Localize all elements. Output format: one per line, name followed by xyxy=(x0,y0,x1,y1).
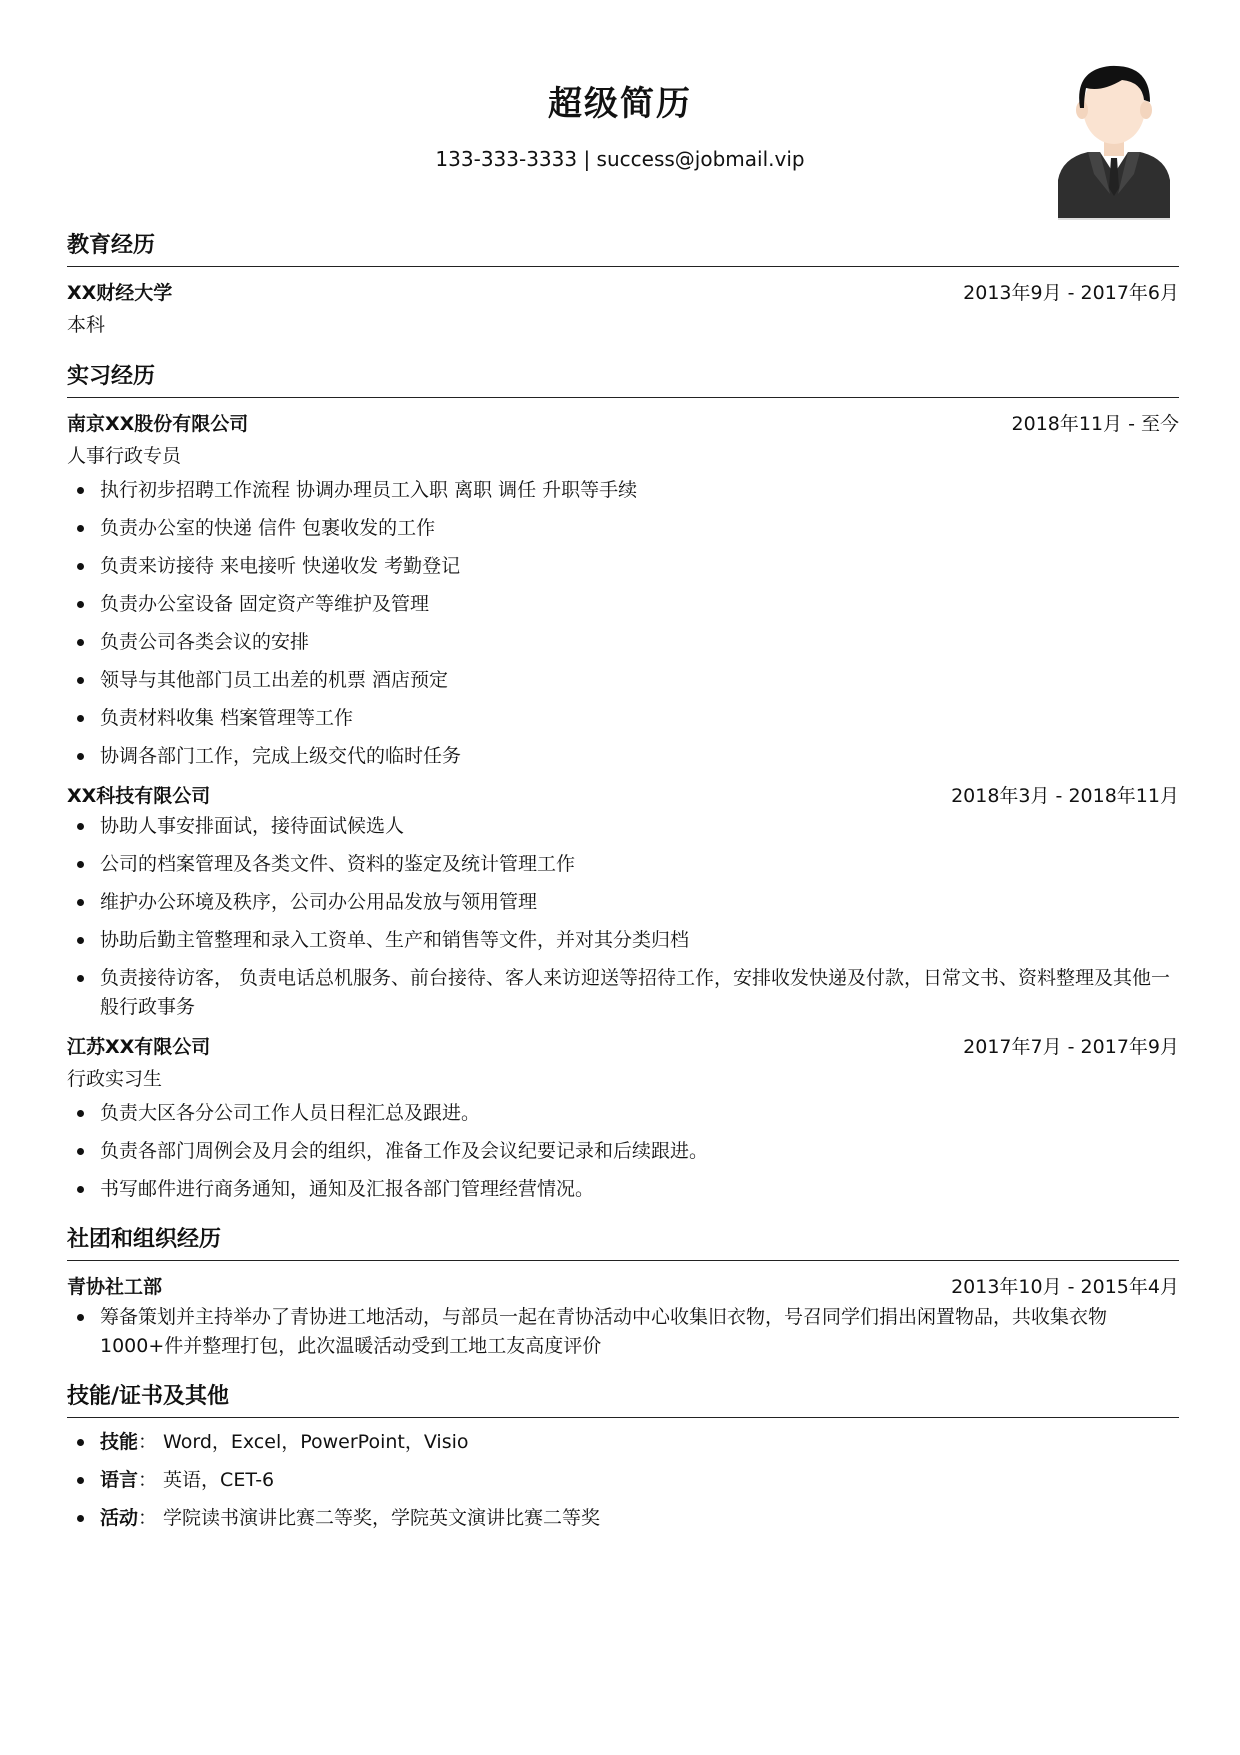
resume-content xyxy=(67,230,1179,1553)
entry-date: 2017年7月 - 2017年9月 xyxy=(963,1036,1179,1058)
entry-date: 2018年3月 - 2018年11月 xyxy=(951,785,1179,807)
school-name: XX财经大学 xyxy=(67,282,173,304)
list-item: 协助后勤主管整理和录入工资单、生产和销售等文件，并对其分类归档 xyxy=(67,926,1179,955)
job-entry xyxy=(67,408,1179,771)
company-name: 南京XX股份有限公司 xyxy=(67,413,249,435)
skill-item xyxy=(67,1466,1179,1495)
skill-label: 技能 xyxy=(100,1431,139,1453)
list-item: 书写邮件进行商务通知，通知及汇报各部门管理经营情况。 xyxy=(67,1175,1179,1204)
contact-info: 133-333-3333 | success@jobmail.vip xyxy=(435,147,805,171)
education-section xyxy=(67,230,1179,341)
section-header xyxy=(67,230,1179,267)
job-entry xyxy=(67,780,1179,1022)
list-item: 维护办公环境及秩序，公司办公用品发放与领用管理 xyxy=(67,888,1179,917)
duty-list xyxy=(67,476,1179,771)
section-header xyxy=(67,1224,1179,1261)
list-item: 负责接待访客， 负责电话总机服务、前台接待、客人来访迎送等招待工作，安排收发快递及付款，日常文书、资料整理及其他一般行政事务 xyxy=(67,964,1179,1022)
skill-value: ： 学院读书演讲比赛二等奖，学院英文演讲比赛二等奖 xyxy=(138,1507,601,1529)
company-name: 江苏XX有限公司 xyxy=(67,1036,211,1058)
list-item: 负责来访接待 来电接听 快递收发 考勤登记 xyxy=(67,552,1179,581)
list-item: 执行初步招聘工作流程 协调办理员工入职 离职 调任 升职等手续 xyxy=(67,476,1179,505)
skill-value: ： Word，Excel，PowerPoint，Visio xyxy=(138,1431,469,1453)
job-title: 人事行政专员 xyxy=(67,445,182,467)
job-title: 行政实习生 xyxy=(67,1068,163,1090)
list-item: 负责公司各类会议的安排 xyxy=(67,628,1179,657)
list-item: 负责大区各分公司工作人员日程汇总及跟进。 xyxy=(67,1099,1179,1128)
list-item: 公司的档案管理及各类文件、资料的鉴定及统计管理工作 xyxy=(67,850,1179,879)
activity-list xyxy=(67,1303,1179,1361)
skill-value: ： 英语，CET-6 xyxy=(138,1469,275,1491)
skill-item xyxy=(67,1428,1179,1457)
entry-date: 2013年10月 - 2015年4月 xyxy=(951,1276,1179,1298)
resume-title: 超级简历 xyxy=(548,84,692,124)
entry-header xyxy=(67,1031,1179,1063)
section-title: 社团和组织经历 xyxy=(67,1227,222,1252)
degree: 本科 xyxy=(67,314,106,336)
club-name: 青协社工部 xyxy=(67,1276,163,1298)
avatar xyxy=(1058,62,1170,220)
duty-list xyxy=(67,1099,1179,1204)
list-item: 负责各部门周例会及月会的组织，准备工作及会议纪要记录和后续跟进。 xyxy=(67,1137,1179,1166)
list-item: 负责办公室的快递 信件 包裹收发的工作 xyxy=(67,514,1179,543)
person-avatar-icon xyxy=(1058,62,1170,220)
entry-header xyxy=(67,277,1179,309)
section-header xyxy=(67,1381,1179,1418)
internship-section xyxy=(67,361,1179,1204)
section-title: 技能/证书及其他 xyxy=(67,1384,230,1409)
job-entry xyxy=(67,1031,1179,1204)
entry-date: 2013年9月 - 2017年6月 xyxy=(963,282,1179,304)
entry-date: 2018年11月 - 至今 xyxy=(1011,413,1179,435)
list-item: 协助人事安排面试，接待面试候选人 xyxy=(67,812,1179,841)
list-item: 负责办公室设备 固定资产等维护及管理 xyxy=(67,590,1179,619)
clubs-section xyxy=(67,1224,1179,1361)
skill-item xyxy=(67,1504,1179,1533)
skill-label: 语言 xyxy=(100,1469,139,1491)
list-item: 协调各部门工作，完成上级交代的临时任务 xyxy=(67,742,1179,771)
entry-header xyxy=(67,780,1179,812)
skill-label: 活动 xyxy=(100,1507,139,1529)
entry-header xyxy=(67,1271,1179,1303)
list-item: 领导与其他部门员工出差的机票 酒店预定 xyxy=(67,666,1179,695)
section-title: 教育经历 xyxy=(67,233,156,258)
skills-section xyxy=(67,1381,1179,1533)
section-title: 实习经历 xyxy=(67,364,156,389)
resume-header xyxy=(0,78,1240,172)
section-header xyxy=(67,361,1179,398)
company-name: XX科技有限公司 xyxy=(67,785,211,807)
duty-list xyxy=(67,812,1179,1022)
entry-header xyxy=(67,408,1179,440)
list-item: 负责材料收集 档案管理等工作 xyxy=(67,704,1179,733)
list-item: 筹备策划并主持举办了青协进工地活动，与部员一起在青协活动中心收集旧衣物，号召同学们捐出闲置物品，共收集衣物1000+件并整理打包，此次温暖活动受到工地工友高度评价 xyxy=(67,1303,1179,1361)
skills-list xyxy=(67,1428,1179,1533)
